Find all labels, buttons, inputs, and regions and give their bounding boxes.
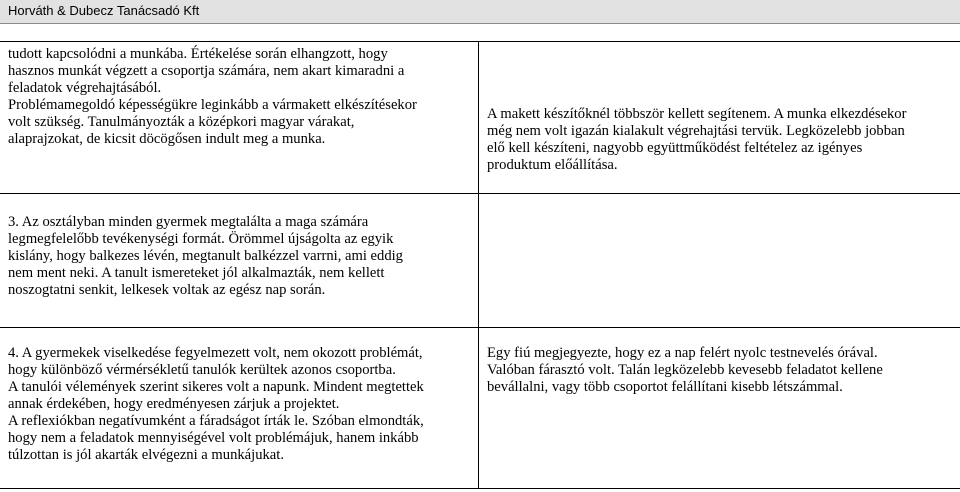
text-line: hasznos munkát végzett a csoportja számára, nem akart kimaradni a — [8, 63, 405, 79]
text-line: annak érdekében, hogy eredményesen zárjuk a projektet. — [8, 396, 340, 412]
text-line: A reflexiókban negatívumként a fáradságot írták le. Szóban elmondták, — [8, 413, 424, 429]
text-line: legmegfelelőbb tevékenységi formát. Örömmel újságolta az egyik — [8, 231, 394, 247]
row-divider-1 — [0, 193, 960, 194]
text-line: Valóban fárasztó volt. Talán legközelebb kevesebb feladatot kellene — [487, 362, 883, 378]
text-line: A makett készítőknél többször kellett segítenem. A munka elkezdésekor — [487, 106, 907, 122]
text-line: noszogtatni senkit, lelkesek voltak az egész nap során. — [8, 282, 326, 298]
company-name: Horváth & Dubecz Tanácsadó Kft — [8, 3, 200, 18]
text-line: Problémamegoldó képességükre leginkább a vármakett elkészítésekor — [8, 97, 417, 113]
text-line: hogy nem a feladatok mennyiségével volt problémájuk, hanem inkább — [8, 430, 419, 446]
text-line: alaprajzokat, de kicsit döcögősen indult meg a munka. — [8, 131, 326, 147]
row-divider-2 — [0, 327, 960, 328]
text-line: produktum előállítása. — [487, 157, 618, 173]
text-line: kislány, hogy balkezes lévén, megtanult balkézzel varrni, ami eddig — [8, 248, 403, 264]
text-line: tudott kapcsolódni a munkába. Értékelése során elhangzott, hogy — [8, 46, 388, 62]
text-line: bevállalni, vagy több csoportot felállítani kisebb létszámmal. — [487, 379, 843, 395]
text-line: 4. A gyermekek viselkedése fegyelmezett volt, nem okozott problémát, — [8, 345, 423, 361]
page-header — [0, 0, 960, 24]
text-line: még nem volt igazán kialakult végrehajtási tervük. Legközelebb jobban — [487, 123, 905, 139]
text-line: nem ment neki. A tanult ismereteket jól alkalmazták, nem kellett — [8, 265, 385, 281]
text-line: 3. Az osztályban minden gyermek megtalálta a maga számára — [8, 214, 369, 230]
table-top-border — [0, 41, 960, 42]
text-line: Egy fiú megjegyezte, hogy ez a nap felért nyolc testnevelés órával. — [487, 345, 878, 361]
row-3-left-cell — [8, 345, 478, 464]
text-line: volt szükség. Tanulmányozták a középkori magyar várakat, — [8, 114, 355, 130]
row-1-right-cell — [487, 106, 957, 174]
text-line: elő kell készíteni, nagyobb együttműködést feltételez az igényes — [487, 140, 863, 156]
text-line: A tanulói vélemények szerint sikeres volt a napunk. Mindent megtettek — [8, 379, 424, 395]
table-bottom-border — [0, 488, 960, 489]
row-2-left-cell — [8, 214, 478, 299]
row-3-right-cell — [487, 345, 957, 396]
text-line: hogy különböző vérmérsékletű tanulók kerültek azonos csoportba. — [8, 362, 396, 378]
row-1-left-cell — [8, 46, 478, 148]
text-line: túlzottan is jól akarták elvégezni a munkájukat. — [8, 447, 284, 463]
column-divider — [478, 41, 479, 489]
text-line: feladatok végrehajtásából. — [8, 80, 162, 96]
